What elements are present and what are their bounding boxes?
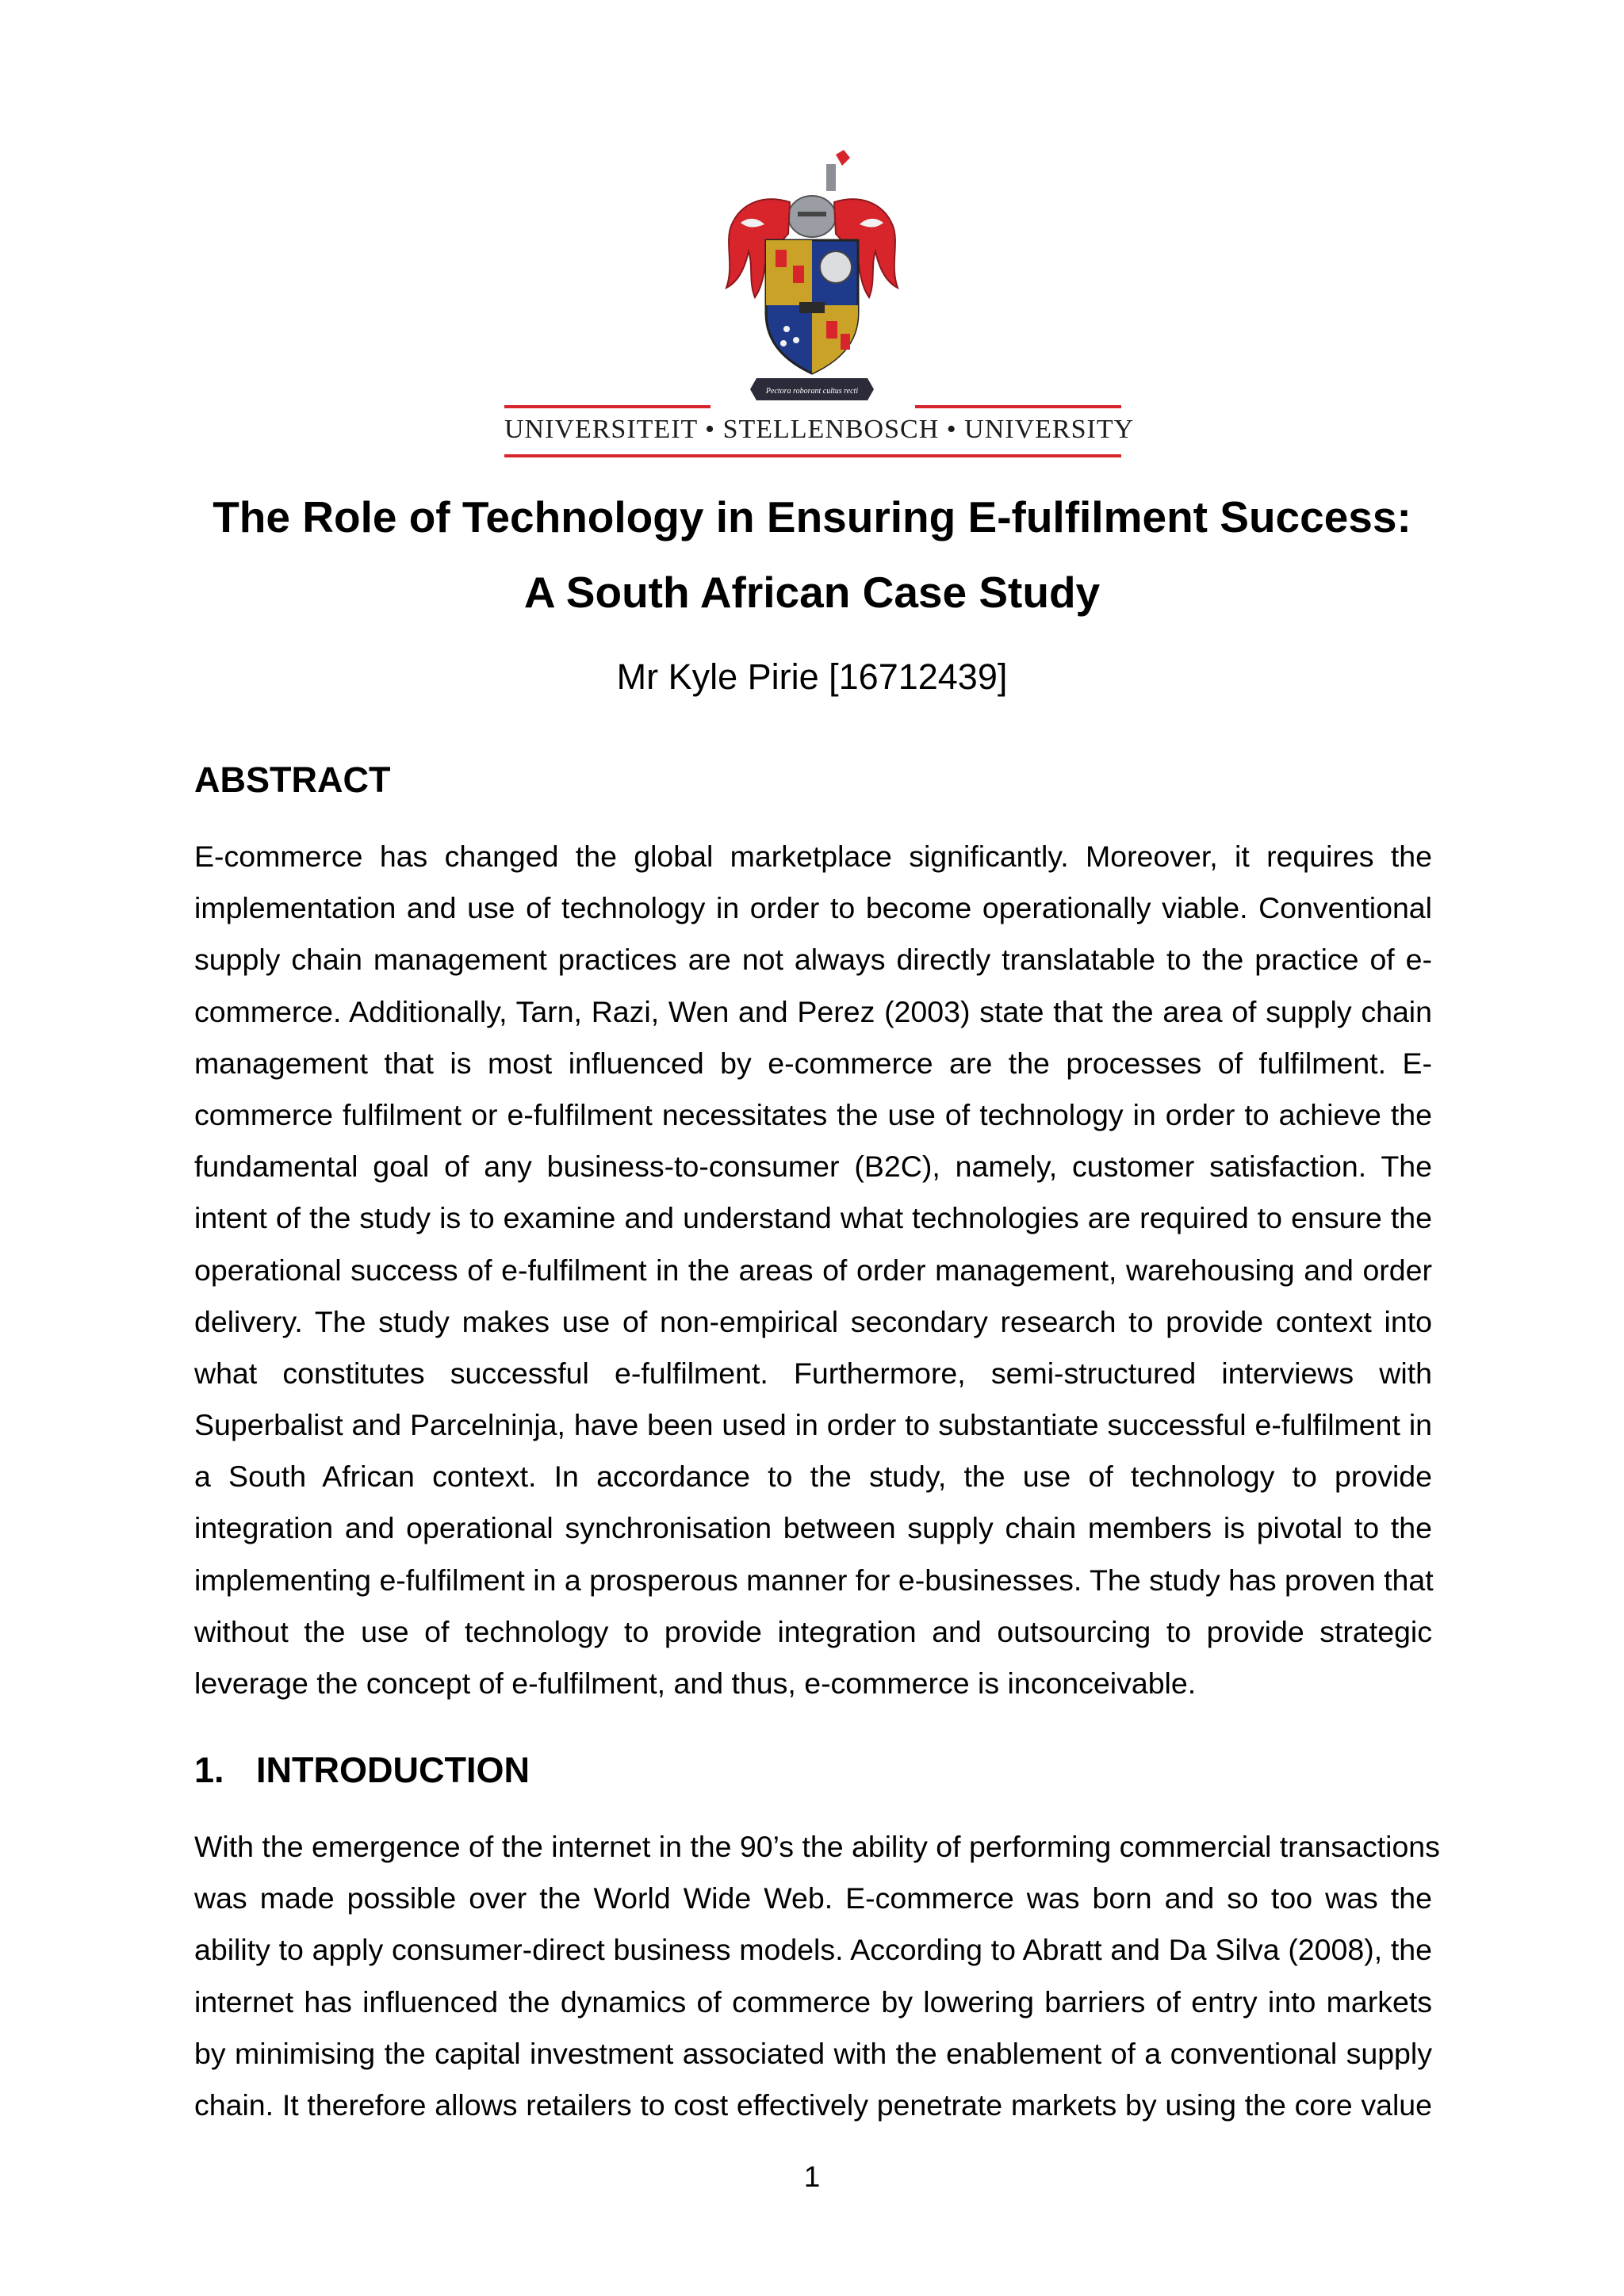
crest-icon (717, 147, 907, 408)
abstract-line: fundamental goal of any business-to-consumer (B2C), namely, customer satisfaction. The (194, 1150, 1432, 1184)
abstract-line: commerce. Additionally, Tarn, Razi, Wen and Perez (2003) state that the area of supply chain (194, 994, 1432, 1028)
abstract-body (194, 831, 1432, 1709)
abstract-line: a South African context. In accordance to the study, the use of technology to provide (194, 1460, 1432, 1494)
introduction-line: With the emergence of the internet in the 90’s the ability of performing commercial transactions (194, 1830, 1440, 1863)
abstract-line: supply chain management practices are not always directly translatable to the practice of e- (194, 943, 1432, 977)
section-title: INTRODUCTION (256, 1750, 530, 1790)
abstract-heading: ABSTRACT (194, 760, 391, 800)
introduction-heading (194, 1750, 530, 1791)
abstract-line: leverage the concept of e-fulfilment, and thus, e-commerce is inconceivable. (194, 1667, 1197, 1700)
introduction-body (194, 1821, 1440, 2131)
logo-rule-left (504, 405, 710, 408)
university-wordmark: UNIVERSITEIT • STELLENBOSCH • UNIVERSITY (504, 415, 1135, 444)
abstract-line: delivery. The study makes use of non-empirical secondary research to provide context into (194, 1304, 1432, 1338)
introduction-line: chain. It therefore allows retailers to cost effectively penetrate markets by using the core value (194, 2087, 1432, 2122)
abstract-line: implementing e-fulfilment in a prosperous manner for e-businesses. The study has proven that (194, 1563, 1434, 1597)
abstract-line: what constitutes successful e-fulfilment. Furthermore, semi-structured interviews with (194, 1356, 1432, 1390)
abstract-line: Superbalist and Parcelninja, have been used in order to substantiate successful e-fulfilment in (194, 1408, 1432, 1442)
abstract-line: E-commerce has changed the global marketplace significantly. Moreover, it requires the (194, 840, 1432, 873)
abstract-line: commerce fulfilment or e-fulfilment necessitates the use of technology in order to achieve the (194, 1097, 1432, 1131)
paper-title-line-2: A South African Case Study (523, 568, 1101, 617)
abstract-line: intent of the study is to examine and understand what technologies are required to ensure the (194, 1201, 1432, 1235)
logo-rule-bottom (504, 454, 1121, 457)
introduction-line: by minimising the capital investment associated with the enablement of a conventional supply (194, 2036, 1432, 2070)
author-name: Mr Kyle Pirie [16712439] (616, 656, 1008, 697)
page-number: 1 (803, 2160, 821, 2193)
section-number: 1. (194, 1750, 224, 1790)
abstract-line: without the use of technology to provide integration and outsourcing to provide strategic (194, 1614, 1432, 1648)
introduction-line: ability to apply consumer-direct business models. According to Abratt and Da Silva (2008), the (194, 1933, 1432, 1967)
paper-title-line-1: The Role of Technology in Ensuring E-fulfilment Success: (213, 492, 1411, 541)
abstract-line: management that is most influenced by e-commerce are the processes of fulfilment. E- (194, 1046, 1432, 1080)
abstract-line: operational success of e-fulfilment in the areas of order management, warehousing and order (194, 1253, 1432, 1287)
introduction-line: was made possible over the World Wide Web. E-commerce was born and so too was the (194, 1881, 1432, 1915)
motto-text: Pectora roborant cultus recti (765, 387, 859, 396)
logo-rule-right (915, 405, 1121, 408)
university-logo (504, 147, 1135, 460)
introduction-line: internet has influenced the dynamics of commerce by lowering barriers of entry into markets (194, 1984, 1432, 2019)
abstract-line: integration and operational synchronisation between supply chain members is pivotal to the (194, 1511, 1432, 1545)
abstract-line: implementation and use of technology in order to become operationally viable. Conventional (194, 891, 1432, 925)
